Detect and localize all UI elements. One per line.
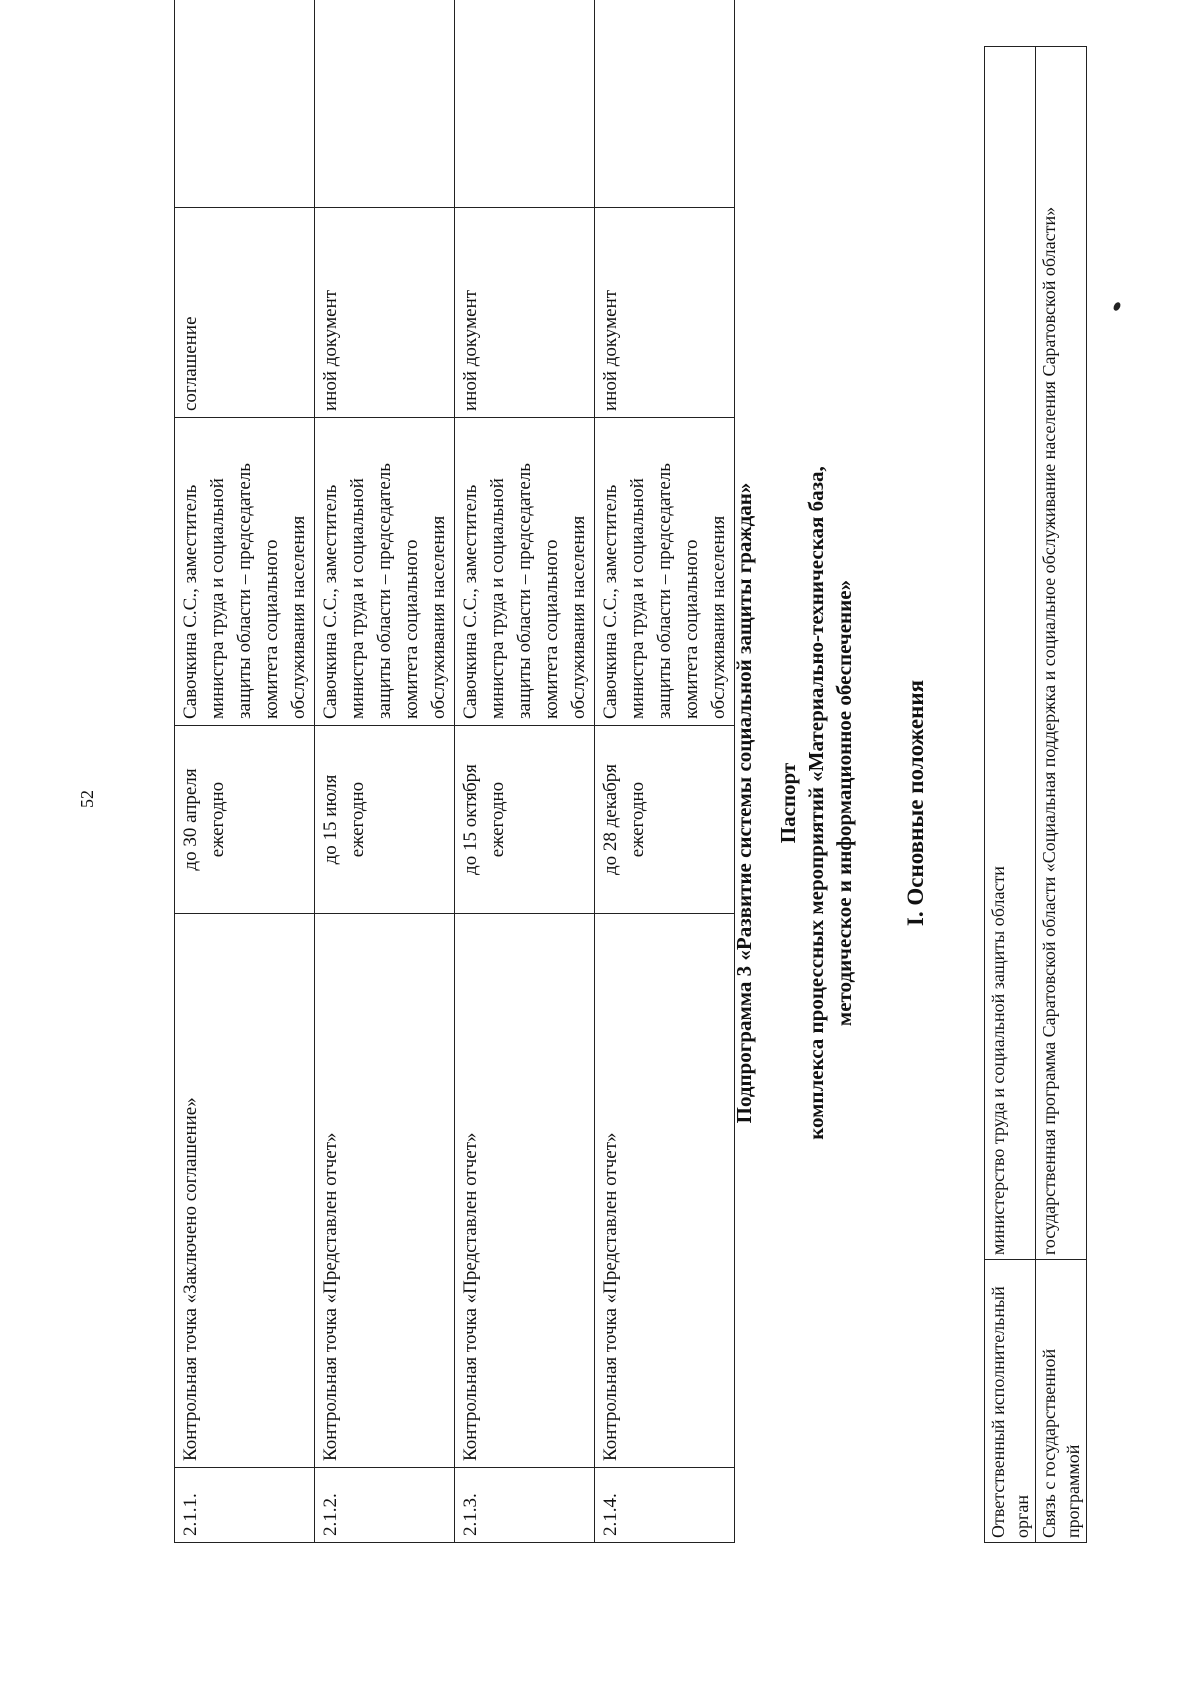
basic-provisions-table <box>984 46 1087 1543</box>
passport-title-line-1: комплекса процессных мероприятий «Материально-техническая база, <box>804 466 828 1140</box>
rotated-landscape-sheet <box>174 63 1200 1543</box>
document-type: иной документ <box>455 208 595 418</box>
table-row <box>315 0 455 1543</box>
document-type: иной документ <box>595 208 735 418</box>
row-number: 2.1.1. <box>175 1468 315 1543</box>
row-number: 2.1.2. <box>315 1468 455 1543</box>
table-row <box>175 0 315 1543</box>
responsible-person: Савочкина С.С., заместитель министра труда и социальной защиты области – председатель комитета социального обслуживания населения <box>175 418 315 726</box>
deadline: до 15 июля ежегодно <box>315 726 455 914</box>
deadline: до 30 апреля ежегодно <box>175 726 315 914</box>
provision-value: государственная программа Саратовской области «Социальная поддержка и социальное обслуживание населения Саратовской области» <box>1036 47 1087 1260</box>
control-points-table <box>174 0 735 1543</box>
passport-title-line-2: методическое и информационное обеспечение» <box>832 579 856 1027</box>
responsible-person: Савочкина С.С., заместитель министра труда и социальной защиты области – председатель комитета социального обслуживания населения <box>595 418 735 726</box>
passport-label: Паспорт <box>776 762 800 844</box>
table-row <box>595 0 735 1543</box>
provision-value: министерство труда и социальной защиты области <box>985 47 1036 1260</box>
control-point-name: Контрольная точка «Заключено соглашение» <box>175 914 315 1468</box>
table-row <box>1036 47 1087 1543</box>
empty-cell <box>315 0 455 208</box>
responsible-person: Савочкина С.С., заместитель министра труда и социальной защиты области – председатель комитета социального обслуживания населения <box>315 418 455 726</box>
document-type: соглашение <box>175 208 315 418</box>
control-point-name: Контрольная точка «Представлен отчет» <box>315 914 455 1468</box>
table-row <box>455 0 595 1543</box>
provision-label: Связь с государственной программой <box>1036 1260 1087 1543</box>
subprogram-title: Подпрограмма 3 «Развитие системы социальной защиты граждан» <box>732 482 756 1124</box>
table-row <box>985 47 1036 1543</box>
empty-cell <box>455 0 595 208</box>
page-number: 52 <box>77 790 97 808</box>
control-point-name: Контрольная точка «Представлен отчет» <box>455 914 595 1468</box>
passport-heading <box>730 63 930 1543</box>
provision-label: Ответственный исполнительный орган <box>985 1260 1036 1543</box>
control-point-name: Контрольная точка «Представлен отчет» <box>595 914 735 1468</box>
empty-cell <box>595 0 735 208</box>
document-type: иной документ <box>315 208 455 418</box>
row-number: 2.1.3. <box>455 1468 595 1543</box>
deadline: до 28 декабря ежегодно <box>595 726 735 914</box>
empty-cell <box>175 0 315 208</box>
deadline: до 15 октября ежегодно <box>455 726 595 914</box>
responsible-person: Савочкина С.С., заместитель министра труда и социальной защиты области – председатель комитета социального обслуживания населения <box>455 418 595 726</box>
row-number: 2.1.4. <box>595 1468 735 1543</box>
section-title: I. Основные положения <box>903 679 928 927</box>
